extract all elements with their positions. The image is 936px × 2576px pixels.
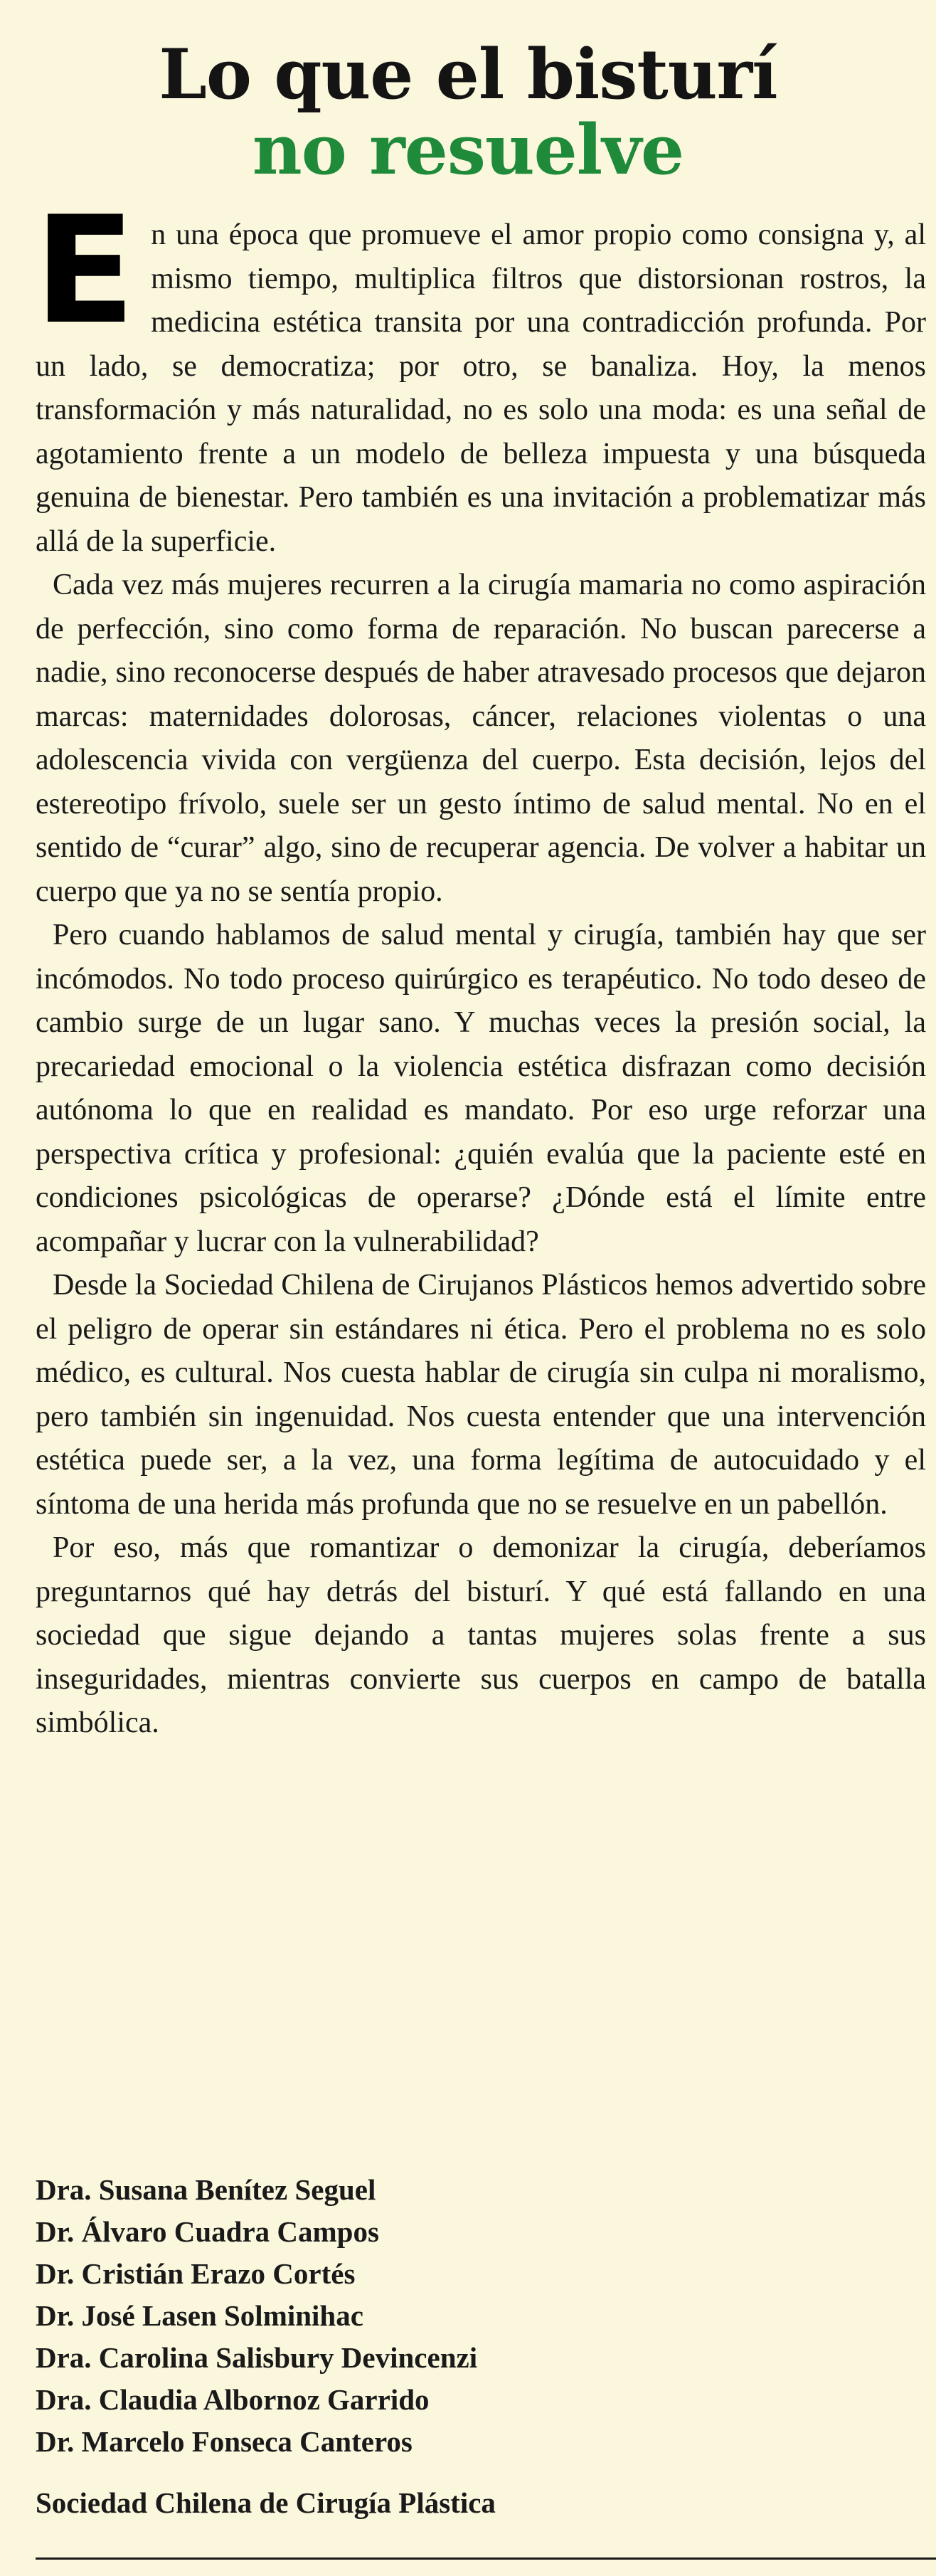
signatory-name: Dr. Cristián Erazo Cortés [36, 2257, 356, 2290]
signatory-name: Dra. Carolina Salisbury Devincenzi [36, 2341, 478, 2374]
drop-cap: E [34, 185, 136, 357]
paragraph-2: Cada vez más mujeres recurren a la cirugía mamaria no como aspiración de perfección, sino como forma de reparación. No buscan parecerse a nadie, sino reconocerse después de haber atravesado procesos que dejaron marcas: maternidades dolorosas, cáncer, relaciones violentas o una adolescencia vivida con vergüenza del cuerpo. Esta decisión, lejos del estereotipo frívolo, suele ser un gesto íntimo de salud mental. No en el sentido de “curar” algo, sino de recuperar agencia. De volver a habitar un cuerpo que ya no se sentía propio. [36, 569, 926, 908]
paragraph-4: Desde la Sociedad Chilena de Cirujanos Plásticos hemos advertido sobre el peligro de operar sin estándares ni ética. Pero el problema no es solo médico, es cultural. Nos cuesta hablar de cirugía sin culpa ni moralismo, pero también sin ingenuidad. Nos cuesta entender que una intervención estética puede ser, a la vez, una forma legítima de autocuidado y el síntoma de una herida más profunda que no se resuelve en un pabellón. [36, 1269, 926, 1521]
title-line-1: Lo que el bisturí [159, 34, 777, 115]
paragraph-1 [34, 185, 926, 564]
paragraph-5: Por eso, más que romantizar o demonizar la cirugía, deberíamos preguntarnos qué hay detrás del bisturí. Y qué está fallando en una sociedad que sigue dejando a tantas mujeres solas frente a sus inseguridades, mientras convierte sus cuerpos en campo de batalla simbólica. [36, 1531, 926, 1739]
signatory-name: Dr. Álvaro Cuadra Campos [36, 2215, 379, 2248]
bottom-divider [36, 2557, 936, 2560]
signatory-name: Dra. Claudia Albornoz Garrido [36, 2383, 430, 2416]
paragraph-1-text: n una época que promueve el amor propio como consigna y, al mismo tiempo, multiplica filtros que distorsionan rostros, la medicina estética transita por una contradicción profunda. Por un lado, se democratiza; por otro, se banaliza. Hoy, la menos transformación y más naturalidad, no es solo una moda: es una señal de agotamiento frente a un modelo de belleza impuesta y una búsqueda genuina de bienestar. Pero también es una invitación a problematizar más allá de la superficie. [36, 218, 926, 558]
article-title [0, 0, 936, 188]
signatory-name: Dr. José Lasen Solminihac [36, 2299, 363, 2332]
signatory-name: Dr. Marcelo Fonseca Canteros [36, 2425, 413, 2458]
article-body [34, 185, 926, 1746]
title-line-2: no resuelve [252, 110, 684, 190]
organization-name: Sociedad Chilena de Cirugía Plástica [36, 2486, 496, 2519]
signatories-list [36, 2169, 889, 2463]
signatory-name: Dra. Susana Benítez Seguel [36, 2173, 376, 2206]
paragraph-3: Pero cuando hablamos de salud mental y cirugía, también hay que ser incómodos. No todo proceso quirúrgico es terapéutico. No todo deseo de cambio surge de un lugar sano. Y muchas veces la presión social, la precariedad emocional o la violencia estética disfrazan como decisión autónoma lo que en realidad es mandato. Por eso urge reforzar una perspectiva crítica y profesional: ¿quién evalúa que la paciente esté en condiciones psicológicas de operarse? ¿Dónde está el límite entre acompañar y lucrar con la vulnerabilidad? [36, 919, 926, 1258]
